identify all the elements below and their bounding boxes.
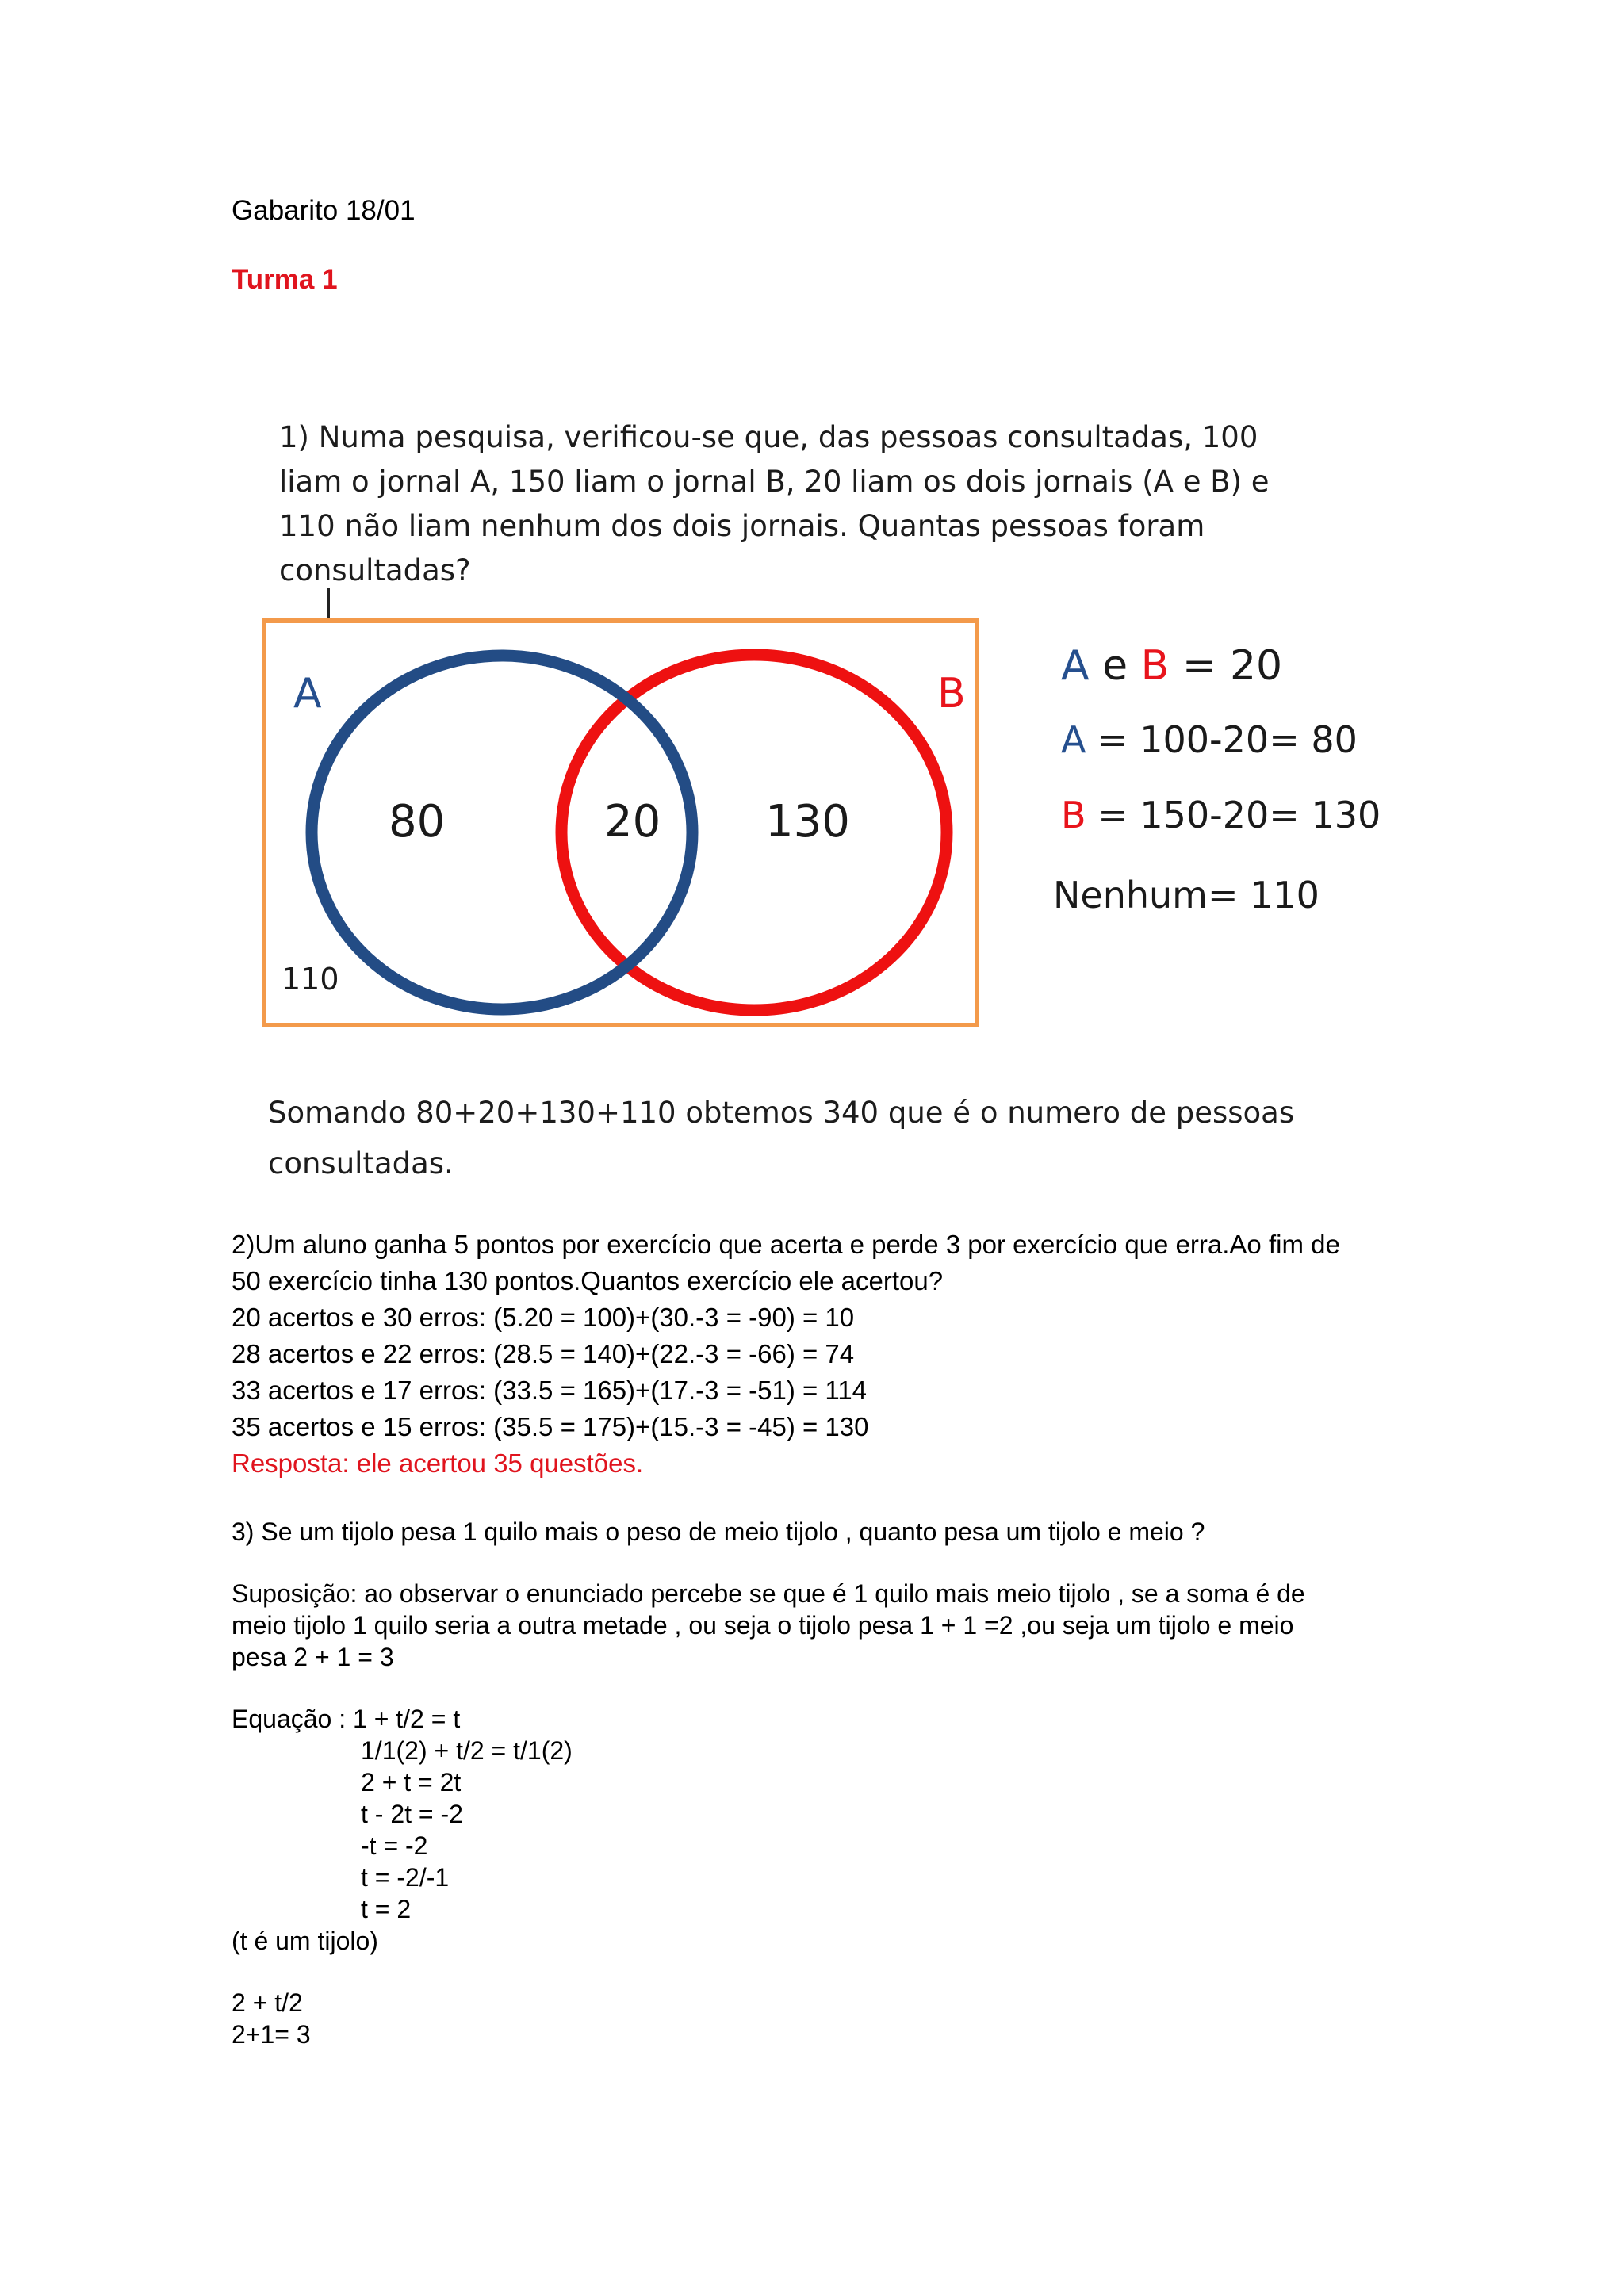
- q3-step: -t = -2: [361, 1831, 428, 1860]
- intersection-value: 20: [604, 796, 661, 848]
- eq-a-letter: A: [1061, 642, 1090, 690]
- q2-block: [232, 1226, 1340, 1482]
- set-a-label: A: [293, 670, 322, 718]
- q2-attempt: 20 acertos e 30 erros: (5.20 = 100)+(30.-3 = -90) = 10: [232, 1303, 855, 1332]
- q2-answer: Resposta: ele acertou 35 questões.: [232, 1448, 644, 1478]
- eq-intersection-value: = 20: [1182, 642, 1283, 690]
- q3-final: [232, 1987, 311, 2050]
- eq-only-a-value: = 100-20= 80: [1097, 718, 1358, 761]
- set-b-label: B: [937, 670, 966, 718]
- q3-step: t - 2t = -2: [361, 1800, 463, 1828]
- q3-final-line: 2 + t/2: [232, 1988, 303, 2017]
- q3-supposition-line: Suposição: ao observar o enunciado percebe se que é 1 quilo mais meio tijolo , se a soma é de: [232, 1579, 1305, 1608]
- q1-line: consultadas?: [279, 553, 471, 587]
- eq-intersection: [1061, 642, 1282, 690]
- q3-supposition: [232, 1578, 1305, 1673]
- q3-step: 1/1(2) + t/2 = t/1(2): [361, 1736, 573, 1765]
- q3-step: t = 2: [361, 1895, 412, 1923]
- document-title: Gabarito 18/01: [232, 195, 416, 226]
- q2-question-line: 50 exercício tinha 130 pontos.Quantos exercício ele acertou?: [232, 1266, 944, 1295]
- eq-only-b: [1061, 794, 1381, 836]
- q2-attempt: 35 acertos e 15 erros: (35.5 = 175)+(15.-3 = -45) = 130: [232, 1412, 869, 1441]
- q3-equation-label: Equação : 1 + t/2 = t: [232, 1705, 461, 1733]
- eq-only-b-value: = 150-20= 130: [1097, 794, 1381, 836]
- q3-note: (t é um tijolo): [232, 1927, 378, 1955]
- q1-line: liam o jornal A, 150 liam o jornal B, 20 liam os dois jornais (A e B) e: [279, 465, 1270, 499]
- neither-value: 110: [282, 962, 339, 997]
- q1-answer-line: consultadas.: [268, 1146, 454, 1181]
- q2-attempt: 28 acertos e 22 erros: (28.5 = 140)+(22.-3 = -66) = 74: [232, 1339, 855, 1368]
- q1-answer: [268, 1088, 1294, 1189]
- q3-step: t = -2/-1: [361, 1863, 450, 1892]
- q1-line: 110 não liam nenhum dos dois jornais. Quantas pessoas foram: [279, 509, 1205, 543]
- q3-steps: [361, 1735, 573, 1925]
- eq-b-letter: B: [1140, 642, 1170, 690]
- only-b-value: 130: [765, 796, 850, 848]
- q3-supposition-line: pesa 2 + 1 = 3: [232, 1643, 394, 1671]
- class-label: Turma 1: [232, 264, 338, 295]
- eq-e-word: e: [1102, 642, 1128, 690]
- eq-only-a-letter: A: [1061, 718, 1086, 761]
- q1-answer-line: Somando 80+20+130+110 obtemos 340 que é o numero de pessoas: [268, 1096, 1295, 1130]
- q3-question: 3) Se um tijolo pesa 1 quilo mais o peso de meio tijolo , quanto pesa um tijolo e meio ?: [232, 1517, 1205, 1546]
- q2-attempt: 33 acertos e 17 erros: (33.5 = 165)+(17.-3 = -51) = 114: [232, 1376, 868, 1405]
- q3-final-line: 2+1= 3: [232, 2020, 311, 2049]
- q3-supposition-line: meio tijolo 1 quilo seria a outra metade , ou seja o tijolo pesa 1 + 1 =2 ,ou seja um tijolo e meio: [232, 1611, 1294, 1640]
- only-a-value: 80: [389, 796, 446, 848]
- q3-step: 2 + t = 2t: [361, 1768, 462, 1797]
- q1-line: 1) Numa pesquisa, verificou-se que, das pessoas consultadas, 100: [279, 420, 1258, 454]
- eq-only-a: [1061, 718, 1358, 761]
- eq-neither: Nenhum= 110: [1053, 874, 1320, 916]
- eq-only-b-letter: B: [1061, 794, 1086, 836]
- q2-question-line: 2)Um aluno ganha 5 pontos por exercício que acerta e perde 3 por exercício que erra.Ao fim de: [232, 1230, 1340, 1259]
